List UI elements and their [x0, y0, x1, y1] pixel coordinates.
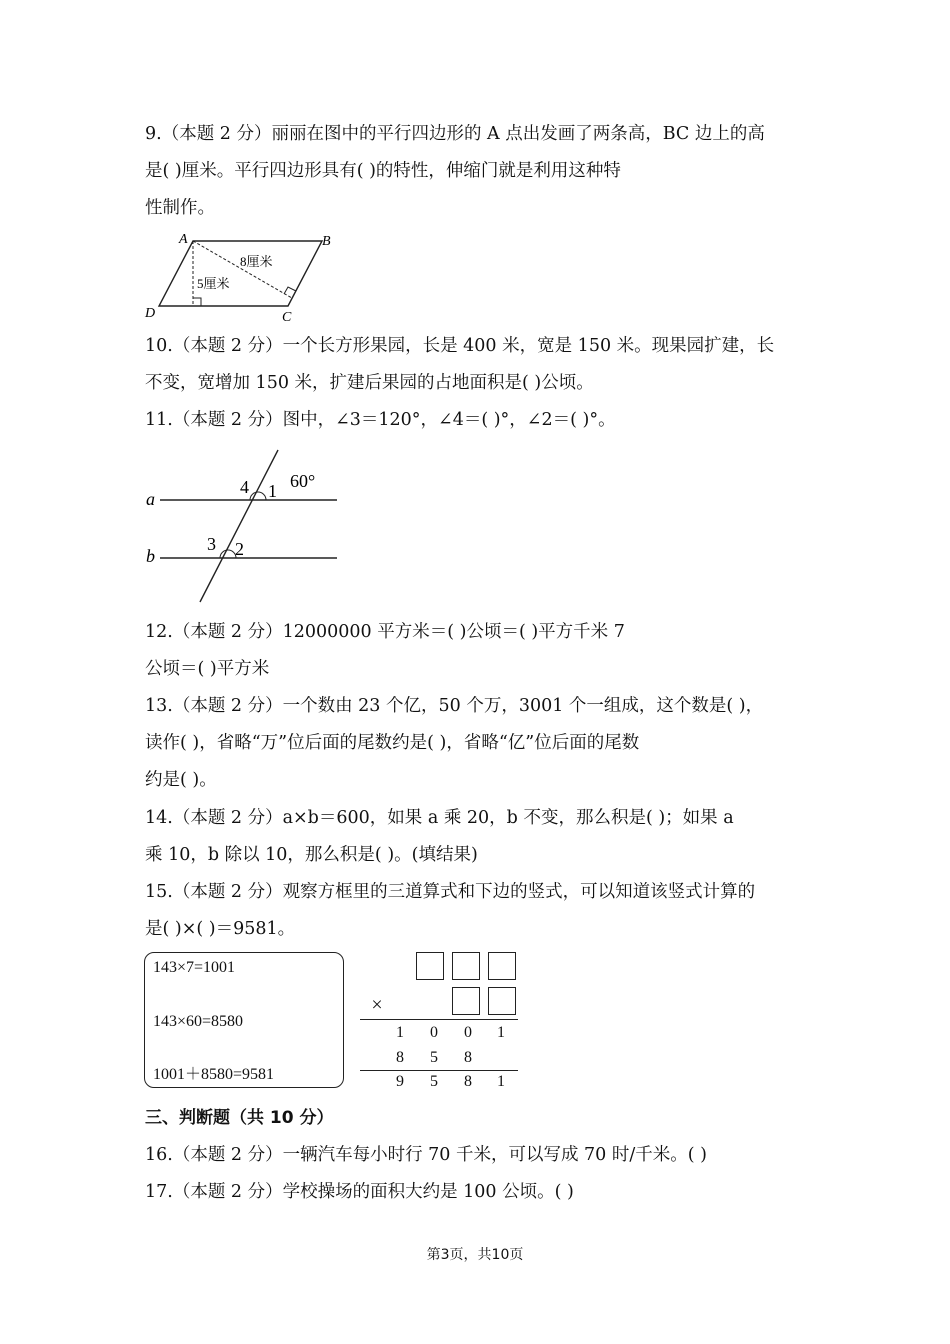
- equation-1: 143×7=1001: [153, 959, 236, 976]
- angle-label-3: 3: [207, 534, 216, 554]
- q12-line1: 12.（本题 2 分）12000000 平方米＝( )公顷＝( )平方千米 7: [145, 622, 625, 642]
- vertex-c: C: [282, 310, 292, 324]
- digit: 1: [396, 1024, 404, 1041]
- label-8cm: 8厘米: [240, 254, 273, 269]
- label-line-b: b: [146, 546, 155, 566]
- q14-line2: 乘 10，b 除以 10，那么积是( )。(填结果): [145, 845, 478, 865]
- digit: 8: [396, 1049, 404, 1066]
- equation-box: [144, 952, 344, 1088]
- digit: 1: [497, 1073, 505, 1090]
- q10-line2: 不变，宽增加 150 米，扩建后果园的占地面积是( )公顷。: [145, 373, 594, 393]
- digit: 0: [430, 1024, 438, 1041]
- q16-line1: 16.（本题 2 分）一辆汽车每小时行 70 千米，可以写成 70 时/千米。( ): [145, 1145, 707, 1165]
- q11-line1: 11.（本题 2 分）图中，∠3＝120°，∠4＝( )°，∠2＝( )°。: [145, 410, 616, 430]
- parallelogram-shape: [159, 241, 322, 306]
- digit: 5: [430, 1073, 438, 1090]
- answer-box[interactable]: [416, 952, 444, 980]
- digit: 8: [464, 1049, 472, 1066]
- q15-line2: 是( )×( )＝9581。: [145, 919, 296, 939]
- parallel-lines-figure: [140, 440, 345, 610]
- q12-line2: 公顷＝( )平方米: [145, 659, 270, 679]
- q10-line1: 10.（本题 2 分）一个长方形果园，长是 400 米，宽是 150 米。现果园扩建，长: [145, 336, 775, 356]
- vertex-b: B: [322, 234, 331, 249]
- angle-arc-bottom: [220, 550, 236, 558]
- angle-label-60: 60°: [290, 471, 316, 491]
- q13-line1: 13.（本题 2 分）一个数由 23 个亿，50 个万，3001 个一组成，这个数是( )，: [145, 696, 764, 716]
- vertex-d: D: [145, 306, 156, 321]
- angle-label-1: 1: [268, 481, 277, 501]
- page-footer: 第3页，共10页: [426, 1247, 524, 1263]
- parallelogram-figure: [140, 228, 340, 324]
- q9-line2: 是( )厘米。平行四边形具有( )的特性，伸缩门就是利用这种特: [145, 161, 621, 181]
- digit: 9: [396, 1073, 404, 1090]
- digit: 8: [464, 1073, 472, 1090]
- angle-label-4: 4: [240, 477, 249, 497]
- digit: 1: [497, 1024, 505, 1041]
- digit: 0: [464, 1024, 472, 1041]
- times-sign: ×: [371, 994, 383, 1016]
- section-title: 三、判断题（共 10 分）: [145, 1108, 334, 1128]
- q9-line1: 9.（本题 2 分）丽丽在图中的平行四边形的 A 点出发画了两条高，BC 边上的高: [145, 124, 765, 144]
- label-5cm: 5厘米: [197, 276, 230, 291]
- equation-3: 1001＋8580=9581: [153, 1066, 275, 1083]
- q17-line1: 17.（本题 2 分）学校操场的面积大约是 100 公顷。( ): [145, 1182, 574, 1202]
- answer-box[interactable]: [452, 987, 480, 1015]
- right-angle-mark-d: [193, 298, 201, 306]
- q15-line1: 15.（本题 2 分）观察方框里的三道算式和下边的竖式，可以知道该竖式计算的: [145, 882, 756, 902]
- digit: 5: [430, 1049, 438, 1066]
- rule-line: [360, 1019, 518, 1020]
- answer-box[interactable]: [488, 987, 516, 1015]
- q14-line1: 14.（本题 2 分）a×b＝600，如果 a 乘 20，b 不变，那么积是( )；如果 a: [145, 808, 734, 828]
- vertex-a: A: [179, 232, 188, 247]
- angle-label-2: 2: [235, 539, 244, 559]
- label-line-a: a: [146, 489, 155, 509]
- answer-box[interactable]: [488, 952, 516, 980]
- vertical-multiplication: [358, 950, 523, 1100]
- transversal: [200, 450, 278, 602]
- equation-2: 143×60=8580: [153, 1013, 244, 1030]
- answer-box[interactable]: [452, 952, 480, 980]
- q13-line2: 读作( )，省略“万”位后面的尾数约是( )，省略“亿”位后面的尾数: [145, 733, 640, 753]
- rule-line: [360, 1070, 518, 1071]
- q9-line3: 性制作。: [145, 198, 215, 218]
- q13-line3: 约是( )。: [145, 770, 217, 790]
